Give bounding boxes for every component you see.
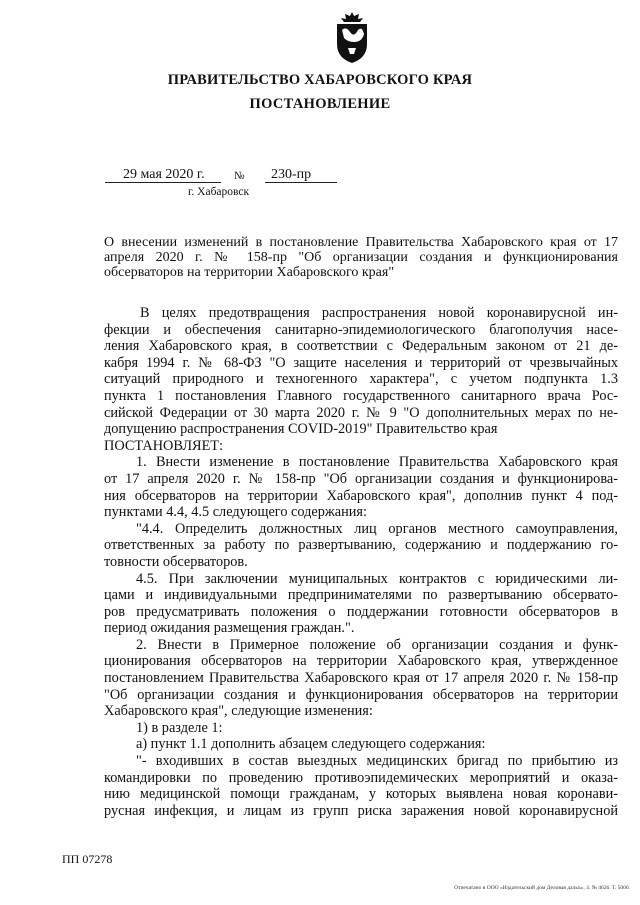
body-line: "- входивших в состав выездных медицинских бригад по прибытию из	[136, 753, 618, 770]
body-line: 2. Внести в Примерное положение об организации создания и функ-	[136, 636, 618, 653]
document-body	[104, 305, 618, 819]
body-line: ров предусматривать положения о поддержании готовности обсерваторов в	[104, 603, 618, 620]
government-title: ПРАВИТЕЛЬСТВО ХАБАРОВСКОГО КРАЯ	[167, 72, 473, 88]
number-underline	[265, 182, 337, 183]
body-line: "Об организации создания и функционирования обсерваторов на территории	[104, 686, 618, 703]
body-line: от 17 апреля 2020 г. № 158-пр "Об организации создания и функционирова-	[104, 470, 618, 487]
body-line: нию медицинской помощи гражданам, у которых выявлена новая коронави-	[104, 786, 618, 803]
document-date: 29 мая 2020 г.	[123, 167, 205, 182]
body-line: русная инфекция, и лицам из групп риска заражения новой коронавирусной	[104, 802, 618, 819]
body-line: Хабаровского края", следующие изменения:	[104, 703, 373, 720]
body-line: пункта 1 постановления Главного государственного санитарного врача Рос-	[104, 387, 618, 404]
body-line: допущению распространения COVID-2019" Правительство края	[104, 421, 498, 438]
date-number-line	[105, 167, 335, 185]
body-line: сийской Федерации от 30 марта 2020 г. № 9 "О дополнительных мерах по не-	[104, 404, 618, 421]
body-line: пунктами 4.4, 4.5 следующего содержания:	[104, 504, 367, 521]
document-type: ПОСТАНОВЛЕНИЕ	[249, 96, 391, 112]
date-underline	[105, 182, 221, 183]
body-line: 1. Внести изменение в постановление Правительства Хабаровского края	[136, 454, 618, 471]
body-line: постановлением Правительства Хабаровского края от 17 апреля 2020 г. № 158-пр	[104, 670, 618, 687]
city: г. Хабаровск	[188, 186, 250, 198]
body-line: 1) в разделе 1:	[136, 719, 223, 736]
body-line: кабря 1994 г. № 68-ФЗ "О защите населения и территорий от чрезвычайных	[104, 354, 618, 371]
body-line: командировки по проведению противоэпидемических мероприятий и оказа-	[104, 769, 618, 786]
coat-of-arms-icon	[332, 8, 372, 64]
body-line: а) пункт 1.1 дополнить абзацем следующего содержания:	[136, 736, 486, 753]
body-line: "4.4. Определить должностных лиц органов местного самоуправления,	[136, 520, 618, 537]
body-line: товности обсерваторов.	[104, 553, 248, 570]
body-line: ПОСТАНОВЛЯЕТ:	[104, 437, 224, 454]
body-line: период ожидания размещения граждан.".	[104, 620, 355, 637]
body-line: 4.5. При заключении муниципальных контрактов с юридическими ли-	[136, 570, 618, 587]
printer-note: Отпечатано в ООО «Издательский дом Деловая дальъ», З. № 4626. Т. 5000.	[454, 885, 630, 891]
body-line: ситуаций природного и техногенного характера", с учетом подпункта 1.3	[104, 371, 618, 388]
number-sign: №	[234, 170, 245, 182]
body-line: цами и индивидуальными предпринимателями по развертыванию обсервато-	[104, 587, 618, 604]
body-line: ответственных за работу по развертыванию, содержанию и поддержанию го-	[104, 537, 618, 554]
body-line: фекции и обеспечения санитарно-эпидемиологического благополучия насе-	[104, 321, 618, 338]
body-line: ционирования обсерваторов на территории Хабаровского края, утвержденное	[104, 653, 618, 670]
body-line: ния обсерваторов на территории Хабаровского края", дополнив пункт 4 под-	[104, 487, 618, 504]
body-line: В целях предотвращения распространения новой коронавирусной ин-	[140, 305, 618, 321]
document-code: ПП 07278	[62, 852, 113, 866]
body-line: ления Хабаровского края, в соответствии с Федеральным законом от 21 де-	[104, 338, 618, 355]
document-number: 230-пр	[271, 167, 312, 182]
document-subject: О внесении изменений в постановление Правительства Хабаровского края от 17 апреля 2020 г. № 158-пр "Об организации создания и функционирования обсерваторов на территории Хабаровского края"	[104, 235, 618, 280]
